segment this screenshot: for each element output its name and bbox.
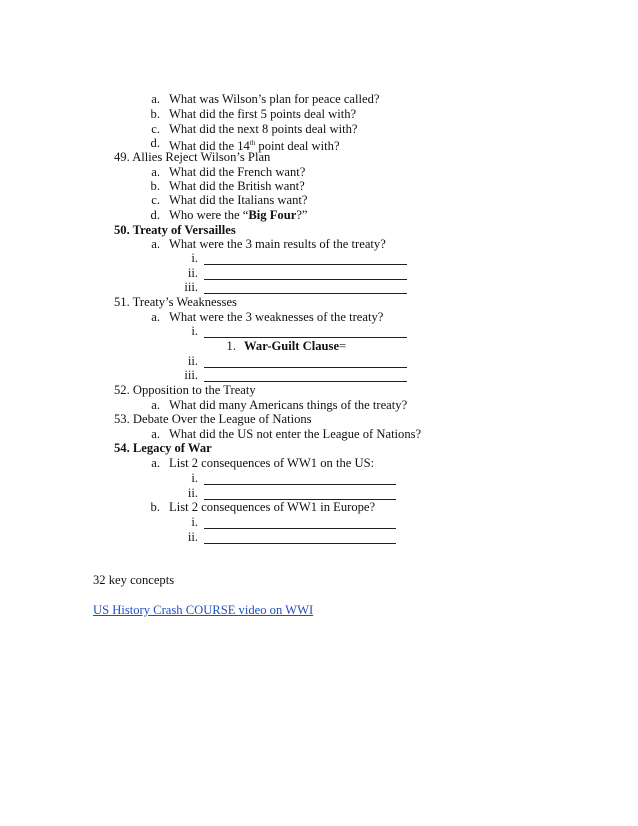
roman-marker: i. bbox=[191, 515, 198, 529]
roman-marker: ii. bbox=[187, 354, 198, 368]
list-marker: a. bbox=[151, 310, 160, 324]
term-bold: War-Guilt Clause bbox=[244, 339, 340, 353]
section-title: 54. Legacy of War bbox=[114, 441, 212, 455]
answer-blank[interactable] bbox=[204, 484, 396, 485]
answer-blank[interactable] bbox=[204, 381, 407, 382]
question-text: What were the 3 weaknesses of the treaty? bbox=[169, 310, 384, 324]
question-text: What did many Americans things of the treaty? bbox=[169, 398, 408, 412]
key-concepts-text: 32 key concepts bbox=[93, 573, 175, 587]
list-marker: b. bbox=[150, 500, 160, 514]
answer-blank[interactable] bbox=[204, 367, 407, 368]
roman-marker: iii. bbox=[184, 280, 198, 294]
list-marker: a. bbox=[151, 237, 160, 251]
list-marker: 1. bbox=[226, 339, 236, 353]
answer-blank[interactable] bbox=[204, 264, 407, 265]
term-text bbox=[244, 339, 346, 353]
answer-blank[interactable] bbox=[204, 528, 396, 529]
section-title: 53. Debate Over the League of Nations bbox=[114, 412, 312, 426]
roman-marker: iii. bbox=[184, 368, 198, 382]
section-title: 51. Treaty’s Weaknesses bbox=[114, 295, 237, 309]
question-text bbox=[169, 208, 308, 222]
question-text: What did the Italians want? bbox=[169, 193, 308, 207]
question-text: List 2 consequences of WW1 on the US: bbox=[169, 456, 375, 470]
question-text: What did the British want? bbox=[169, 179, 305, 193]
question-text: What did the next 8 points deal with? bbox=[169, 122, 358, 136]
list-marker: a. bbox=[151, 456, 160, 470]
roman-marker: i. bbox=[191, 251, 198, 265]
question-text: List 2 consequences of WW1 in Europe? bbox=[169, 500, 376, 514]
list-marker: a. bbox=[151, 427, 160, 441]
section-title: 49. Allies Reject Wilson’s Plan bbox=[114, 150, 271, 164]
ordinal-suffix: th bbox=[249, 139, 256, 147]
list-marker: d. bbox=[150, 136, 160, 150]
question-text: What did the US not enter the League of Nations? bbox=[169, 427, 422, 441]
list-marker: c. bbox=[151, 193, 160, 207]
list-marker: a. bbox=[151, 398, 160, 412]
answer-blank[interactable] bbox=[204, 337, 407, 338]
list-marker: a. bbox=[151, 92, 160, 106]
roman-marker: ii. bbox=[187, 266, 198, 280]
video-link[interactable]: US History Crash COURSE video on WWI bbox=[93, 603, 314, 617]
question-text-post: ?” bbox=[296, 208, 308, 222]
question-text-pre: Who were the “ bbox=[169, 208, 249, 222]
list-marker: b. bbox=[150, 107, 160, 121]
term-suffix: = bbox=[339, 339, 347, 353]
answer-blank[interactable] bbox=[204, 543, 396, 544]
question-text-bold: Big Four bbox=[248, 208, 297, 222]
section-title: 52. Opposition to the Treaty bbox=[114, 383, 256, 397]
question-text-pre: What did the 14 bbox=[169, 139, 250, 153]
question-text: What did the first 5 points deal with? bbox=[169, 107, 357, 121]
roman-marker: i. bbox=[191, 324, 198, 338]
list-marker: a. bbox=[151, 165, 160, 179]
section-title: 50. Treaty of Versailles bbox=[114, 223, 236, 237]
question-text: What were the 3 main results of the treaty? bbox=[169, 237, 386, 251]
answer-blank[interactable] bbox=[204, 279, 407, 280]
roman-marker: ii. bbox=[187, 530, 198, 544]
list-marker: d. bbox=[150, 208, 160, 222]
roman-marker: i. bbox=[191, 471, 198, 485]
question-text: What was Wilson’s plan for peace called? bbox=[169, 92, 380, 106]
roman-marker: ii. bbox=[187, 486, 198, 500]
question-text: What did the French want? bbox=[169, 165, 306, 179]
question-text-post: point deal with? bbox=[255, 139, 340, 153]
list-marker: c. bbox=[151, 122, 160, 136]
answer-blank[interactable] bbox=[204, 293, 407, 294]
list-marker: b. bbox=[150, 179, 160, 193]
